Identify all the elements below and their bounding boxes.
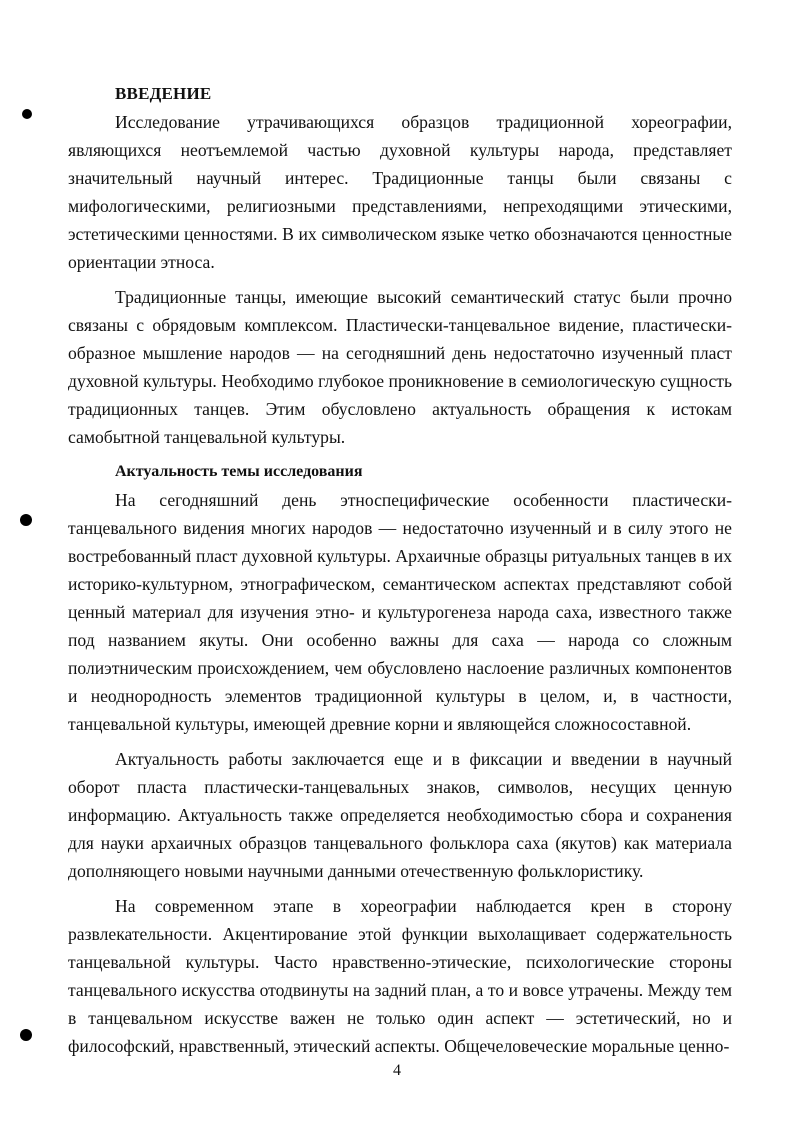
punch-hole-mark — [20, 1029, 32, 1041]
subsection-heading: Актуальность темы исследования — [115, 463, 363, 480]
paragraph: Традиционные танцы, имеющие высокий семантический статус были прочно связаны с обрядовым комплексом. Пластически-танцевальное видение, пластически-образное мышление народов — на сегодняшний день недостаточно изученный пласт духовной культуры. Необходимо глубокое проникновение в семиологическую сущность традиционных танцев. Этим обусловлено актуальность обращения к истокам самобытной танцевальной культуры. — [68, 287, 732, 447]
punch-hole-mark — [20, 514, 32, 526]
document-page — [68, 80, 732, 1060]
section-heading: ВВЕДЕНИЕ — [115, 84, 212, 103]
paragraph: На сегодняшний день этноспецифические особенности пластически-танцевального видения многих народов — недостаточно изученный и в силу этого не востребованный пласт духовной культуры. Архаичные образцы ритуальных танцев в их историко-культурном, этнографическом, семантическом аспектах представляют собой ценный материал для изучения этно- и культурогенеза народа саха, известного также под названием якуты. Они особенно важны для саха — народа со сложным полиэтническим происхождением, чем обусловлено наслоение различных компонентов и неоднородность элементов традиционной культуры в целом, и, в частности, танцевальной культуры, имеющей древние корни и являющейся сложносоставной. — [68, 490, 732, 734]
page-number: 4 — [393, 1062, 401, 1079]
punch-hole-mark — [22, 109, 32, 119]
paragraph: Исследование утрачивающихся образцов традиционной хореографии, являющихся неотъемлемой частью духовной культуры народа, представляет значительный научный интерес. Традиционные танцы были связаны с мифологическими, религиозными представлениями, непреходящими этическими, эстетическими ценностями. В их символическом языке четко обозначаются ценностные ориентации этноса. — [68, 112, 732, 272]
paragraph: Актуальность работы заключается еще и в фиксации и введении в научный оборот пласта пластически-танцевальных знаков, символов, несущих ценную информацию. Актуальность также определяется необходимостью сбора и сохранения для науки архаичных образцов танцевального фольклора саха (якутов) как материала дополняющего новыми научными данными отечественную фольклористику. — [68, 749, 732, 881]
paragraph: На современном этапе в хореографии наблюдается крен в сторону развлекательности. Акцентирование этой функции выхолащивает содержательность танцевальной культуры. Часто нравственно-этические, психологические стороны танцевального искусства отодвинуты на задний план, а то и вовсе утрачены. Между тем в танцевальном искусстве важен не только один аспект — эстетический, но и философский, нравственный, этический аспекты. Общечеловеческие моральные ценно- — [68, 896, 732, 1056]
